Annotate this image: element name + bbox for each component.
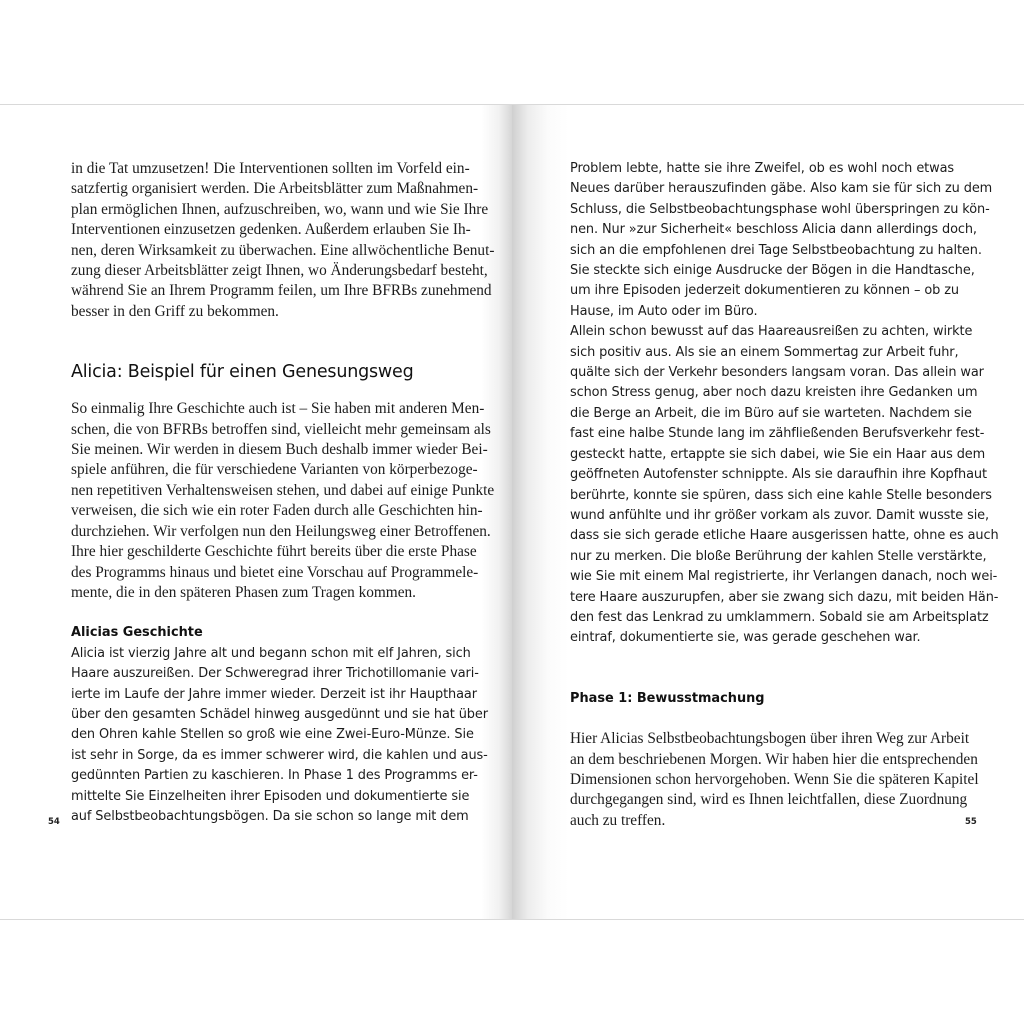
text-line: nen repetitiven Verhaltensweisen stehen, und dabei auf einige Punkte <box>71 481 495 499</box>
left-page <box>0 105 512 919</box>
section-paragraph <box>71 399 495 603</box>
text-line: die Berge an Arbeit, die im Büro auf sie warteten. Nachdem sie <box>570 405 972 421</box>
text-line: zung dieser Arbeitsblätter zeigt Ihnen, wo Änderungsbedarf besteht, <box>71 262 488 280</box>
text-line: über den gesamten Schädel hinweg ausgedünnt und sie hat über <box>71 706 488 722</box>
text-line: sich an die empfohlenen drei Tage Selbstbeobachtung zu halten. <box>570 242 982 258</box>
text-line: während Sie an Ihrem Programm feilen, um Ihre BFRBs zunehmend <box>71 282 492 300</box>
text-line: So einmalig Ihre Geschichte auch ist – Sie haben mit anderen Men- <box>71 400 485 418</box>
text-line: den Ohren kahle Stellen so groß wie eine Zwei-Euro-Münze. Sie <box>71 727 474 743</box>
text-line: Neues darüber herauszufinden gäbe. Also kam sie für sich zu dem <box>570 181 993 197</box>
text-line: gesteckt hatte, ertappte sie sich dabei, wie Sie ein Haar aus dem <box>570 446 986 462</box>
text-line: Alicia ist vierzig Jahre alt und begann schon mit elf Jahren, sich <box>71 645 471 661</box>
text-line: gedünnten Partien zu kaschieren. In Phase 1 des Programms er- <box>71 768 478 784</box>
section-heading: Alicia: Beispiel für einen Genesungsweg <box>71 362 414 383</box>
story-paragraph <box>71 644 488 828</box>
text-line: mittelte Sie Einzelheiten ihrer Episoden und dokumentierte sie <box>71 788 470 804</box>
text-line: nen. Nur »zur Sicherheit« beschloss Alicia dann allerdings doch, <box>570 222 977 238</box>
page-number-left: 54 <box>48 817 60 827</box>
text-line: durchgegangen sind, wird es Ihnen leichtfallen, diese Zuordnung <box>570 791 968 809</box>
text-line: ierte im Laufe der Jahre immer wieder. Derzeit ist ihr Haupthaar <box>71 686 477 702</box>
book-spread <box>0 104 1024 920</box>
story-continuation-paragraph <box>570 159 993 322</box>
text-line: an dem beschriebenen Morgen. Wir haben hier die entsprechenden <box>570 750 978 768</box>
phase-subheading: Phase 1: Bewusstmachung <box>570 690 765 706</box>
text-line: Sie steckte sich einige Ausdrucke der Bögen in die Handtasche, <box>570 263 975 279</box>
text-line: wie Sie mit einem Mal registrierte, ihr Verlangen danach, noch wei- <box>570 569 998 585</box>
text-line: nur zu merken. Die bloße Berührung der kahlen Stelle verstärkte, <box>570 548 987 564</box>
text-line: plan ermöglichen Ihnen, aufzuschreiben, wo, wann und wie Sie Ihre <box>71 200 489 218</box>
text-line: Sie meinen. Wir werden in diesem Buch deshalb immer wieder Bei- <box>71 441 488 459</box>
text-line: mente, die in den späteren Phasen zum Tragen kommen. <box>71 583 416 601</box>
text-line: auch zu treffen. <box>570 811 666 829</box>
text-line: des Programms hinaus und bietet eine Vorschau auf Programmele- <box>71 563 479 581</box>
text-line: spiele anführen, die für verschiedene Varianten von körperbezoge- <box>71 461 478 479</box>
text-line: schon Stress genug, aber noch dazu kreisten ihre Gedanken um <box>570 385 978 401</box>
text-line: Interventionen einzusetzen gedenken. Außerdem erlauben Sie Ih- <box>71 221 471 239</box>
text-line: sich positiv aus. Als sie an einem Sommertag zur Arbeit fuhr, <box>570 344 959 360</box>
text-line: eintraf, dokumentierte sie, was gerade geschehen war. <box>570 630 921 646</box>
text-line: Ihre hier geschilderte Geschichte führt bereits über die erste Phase <box>71 543 477 561</box>
text-line: quälte sich der Verkehr besonders langsam voran. Das allein war <box>570 365 984 381</box>
text-line: um ihre Episoden jederzeit dokumentieren zu können – ob zu <box>570 283 959 299</box>
text-line: ist sehr in Sorge, da es immer schwerer wird, die kahlen und aus- <box>71 747 488 763</box>
text-line: fast eine halbe Stunde lang im zähfließenden Berufsverkehr fest- <box>570 426 985 442</box>
text-line: tere Haare auszurupfen, aber sie zwang sich dazu, mit beiden Hän- <box>570 589 999 605</box>
text-line: Schluss, die Selbstbeobachtungsphase wohl überspringen zu kön- <box>570 201 990 217</box>
right-page <box>512 105 1024 919</box>
text-line: auf Selbstbeobachtungsbögen. Da sie schon so lange mit dem <box>71 808 469 824</box>
text-line: durchziehen. Wir verfolgen nun den Heilungsweg einer Betroffenen. <box>71 522 491 540</box>
text-line: Dimensionen schon hervorgehoben. Wenn Sie die späteren Kapitel <box>570 770 979 788</box>
text-line: wund anfühlte und ihr größer vorkam als zuvor. Damit wusste sie, <box>570 507 990 523</box>
page-number-right: 55 <box>965 817 977 827</box>
text-line: Problem lebte, hatte sie ihre Zweifel, ob es wohl noch etwas <box>570 161 954 176</box>
text-line: besser in den Griff zu bekommen. <box>71 302 279 320</box>
left-text-column <box>71 159 495 827</box>
text-line: schen, die von BFRBs betroffen sind, vielleicht mehr gemeinsam als <box>71 420 491 438</box>
text-line: geöffneten Autofenster schnippte. Als sie daraufhin ihre Kopfhaut <box>570 467 987 483</box>
text-line: Allein schon bewusst auf das Haareausreißen zu achten, wirkte <box>570 324 973 340</box>
text-line: Haare auszureißen. Der Schweregrad ihrer Trichotillomanie vari- <box>71 666 479 682</box>
story-subheading: Alicias Geschichte <box>71 625 203 641</box>
text-line: nen, deren Wirksamkeit zu überwachen. Eine allwöchentliche Benut- <box>71 241 495 259</box>
text-line: Hier Alicias Selbstbeobachtungsbogen über ihren Weg zur Arbeit <box>570 730 970 748</box>
text-line: dass sie sich gerade etliche Haare ausgerissen hatte, ohne es auch <box>570 528 999 544</box>
intro-paragraph <box>71 159 495 322</box>
text-line: berührte, konnte sie spüren, dass sich eine kahle Stelle besonders <box>570 487 992 503</box>
text-line: in die Tat umzusetzen! Die Interventionen sollten im Vorfeld ein- <box>71 160 470 177</box>
text-line: satzfertig organisiert werden. Die Arbeitsblätter zum Maßnahmen- <box>71 180 479 198</box>
text-line: den fest das Lenkrad zu umklammern. Sobald sie am Arbeitsplatz <box>570 609 989 625</box>
text-line: Hause, im Auto oder im Büro. <box>570 303 758 319</box>
story-paragraph-2 <box>570 322 999 649</box>
text-line: verweisen, die sich wie ein roter Faden durch alle Geschichten hin- <box>71 502 483 520</box>
